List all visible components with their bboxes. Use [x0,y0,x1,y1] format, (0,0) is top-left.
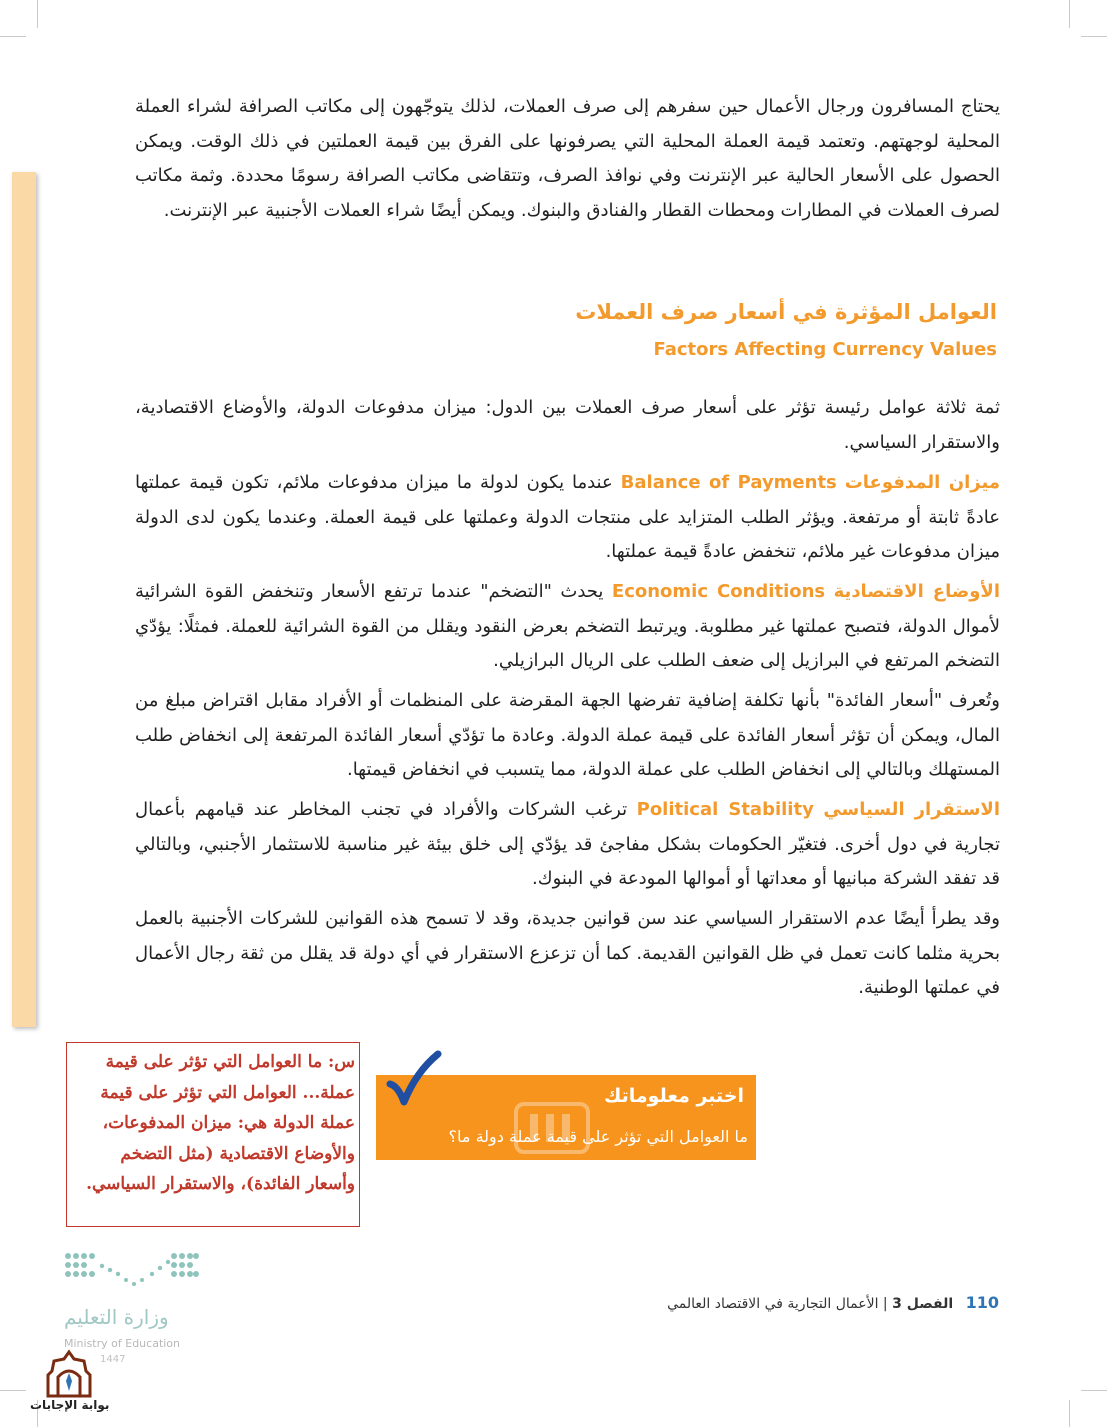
section-heading-english: Factors Affecting Currency Values [653,339,997,360]
ministry-logo-icon [62,1248,202,1298]
page-number: 110 [965,1293,999,1312]
interest-rates-paragraph: وتُعرف "أسعار الفائدة" بأنها تكلفة إضافية تفرضها الجهة المقرضة على المنظمات أو الأفراد مقابل اقتراض مبلغ من المال، ويمكن أن تؤثر أسعار الفائدة على قيمة عملة الدولة. وعادة ما تؤدّي أسعار الفائدة المرتفعة إلى انخفاض طلب المستهلك وبالتالي إلى انخفاض الطلب على عملة الدولة، مما يتسبب في انخفاض قيمتها. [135,690,1000,780]
lead-paragraph: ثمة ثلاثة عوامل رئيسة تؤثر على أسعار صرف العملات بين الدول: ميزان مدفوعات الدولة، والأوضاع الاقتصادية، والاستقرار السياسي. [135,397,1000,453]
crop-mark-top-left-v [37,0,38,28]
intro-paragraph: يحتاج المسافرون ورجال الأعمال حين سفرهم إلى صرف العملات، لذلك يتوجّهون إلى مكاتب الصرافة لشراء العملة المحلية لوجهتهم. وتعتمد قيمة العملة المحلية التي يصرفونها على الفرق بين قيمة العملتين في ذلك الوقت. ويمكن الحصول على الأسعار الحالية عبر الإنترنت وفي نوافذ الصرف، وتتقاضى مكاتب الصرافة رسومًا محددة. وثمة مكاتب لصرف العملات في المطارات ومحطات القطار والفنادق والبنوك. ويمكن أيضًا شراء العملات الأجنبية عبر الإنترنت. [135,96,1000,221]
political-term-arabic: الاستقرار السياسي [823,799,1000,820]
ministry-name-arabic: وزارة التعليم [64,1305,169,1329]
economic-term-arabic: الأوضاع الاقتصادية [833,581,1000,602]
balance-term-english: Balance of Payments [620,472,837,493]
crop-mark-bottom-left-h [0,1390,26,1391]
answer-text: س: ما العوامل التي تؤثر على قيمة عملة... العوامل التي تؤثر على قيمة عملة الدولة هي: ميزان المدفوعات، والأوضاع الاقتصادية (مثل التضخم وأسعار الفائدة)، والاستقرار السياسي. [86,1052,355,1194]
check-icon [386,1050,442,1108]
balance-text: عندما يكون لدولة ما ميزان مدفوعات ملائم، تكون قيمة عملتها عادةً ثابتة أو مرتفعة. ويؤثر الطلب المتزايد على منتجات الدولة وعملتها على قيمة العملة. وعندما يكون لدى الدولة ميزان مدفوعات غير ملائم، تنخفض عادةً قيمة عملتها. [135,472,1000,562]
ministry-year: 1447 [100,1354,126,1365]
crop-mark-bottom-right-v [1069,1400,1070,1427]
political-text: ترغب الشركات والأفراد في تجنب المخاطر عند قيامهم بأعمال تجارية في دول أخرى. فتغيّر الحكومات بشكل مفاجئ قد يؤدّي إلى خلق بيئة غير مناسبة للاستثمار الأجنبي، وبالتالي قد تفقد الشركة مبانيها أو معداتها أو أموالها المودعة في البنوك. [135,799,1000,889]
quiz-title: اختبر معلوماتك [603,1085,744,1107]
economic-conditions-paragraph [135,575,1000,679]
economic-term-english: Economic Conditions [611,581,826,602]
chapter-title: الأعمال التجارية في الاقتصاد العالمي [667,1296,879,1312]
crop-mark-bottom-right-h [1081,1390,1107,1391]
quiz-question: ما العوامل التي تؤثر على قيمة عملة دولة ما؟ [448,1127,748,1146]
ministry-name-english: Ministry of Education [64,1337,181,1350]
balance-of-payments-paragraph [135,466,1000,570]
watermark-icon [512,1098,592,1158]
economic-text: يحدث "التضخم" عندما ترتفع الأسعار وتنخفض القوة الشرائية لأموال الدولة، فتصبح عملتها غير مطلوبة. ويرتبط التضخم بعرض النقود ويقلل من القوة الشرائية للعملة. فمثلًا: يؤدّي التضخم المرتفع في البرازيل إلى ضعف الطلب على الريال البرازيلي. [135,581,1000,671]
answer-box [66,1042,360,1227]
political-stability-paragraph [135,793,1000,897]
footer-separator: | [882,1296,888,1312]
crop-mark-top-left-h [0,36,26,37]
section-heading-arabic: العوامل المؤثرة في أسعار صرف العملات [575,300,997,324]
balance-term-arabic: ميزان المدفوعات [844,472,1000,493]
crop-mark-top-right-v [1069,0,1070,28]
portal-name: بوابة الإجابات [30,1398,110,1412]
laws-paragraph: وقد يطرأ أيضًا عدم الاستقرار السياسي عند سن قوانين جديدة، وقد لا تسمح هذه القوانين للشركات الأجنبية بالعمل بحرية مثلما كانت تعمل في ظل القوانين القديمة. كما أن تزعزع الاستقرار في أي دولة قد يقلل من ثقة رجال الأعمال في عملتها الوطنية. [135,908,1000,998]
page-footer [667,1293,999,1312]
sidebar-accent-bar [12,172,36,1027]
portal-logo-icon [44,1349,94,1399]
crop-mark-top-right-h [1081,36,1107,37]
chapter-label: الفصل 3 [892,1296,954,1312]
political-term-english: Political Stability [636,799,814,820]
